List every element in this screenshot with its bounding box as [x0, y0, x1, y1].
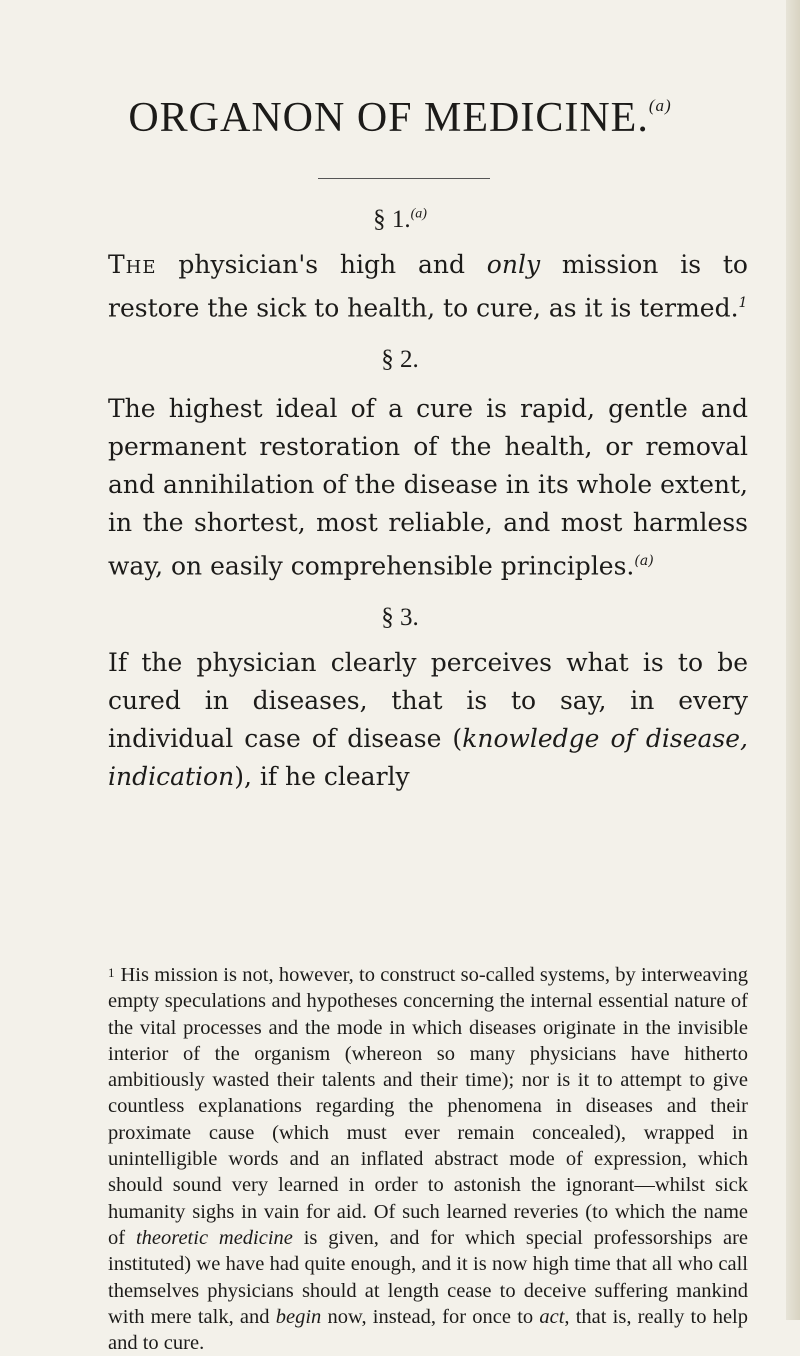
section-1-heading-mark: (a): [410, 206, 427, 222]
footnote-ref-1: 1: [738, 295, 748, 311]
section-1-paragraph: The physician's high and only mission is to restore the sick to health, to cure, as it is termed.$^1$: [108, 250, 748, 323]
title-divider: [318, 178, 490, 179]
footnote: 1 His mission is not, however, to construct so-called systems, by interweaving empty speculations and hypotheses concerning the internal essential nature of the vital processes and the mode in which diseases originate in the invisible interior of the organism (whereon so many physicians have hitherto ambitiously wasted their talents and their time); nor is it to attempt to give countless explanations regarding the phenomena in diseases and their proximate cause (which must ever remain concealed), wrapped in unintelligible words and an inflated abstract mode of expression, which should sound very learned in order to astonish the ignorant—whilst sick humanity sighs in vain for aid. Of such learned reveries (to which the name of theoretic medicine is given, and for which special professorships are instituted) we have had quite enough, and it is now high time that all who call themselves physicians should at length cease to deceive suffering mankind with mere talk, and begin now, instead, for once to act, that is, really to help and to cure.: [108, 964, 749, 1355]
page-title: [0, 94, 800, 142]
section-3-heading: § 3.: [381, 604, 419, 631]
section-3-paragraph: If the physician clearly perceives what is to be cured in diseases, that is to say, in every individual case of disease (knowledge of disease, indication), if he clearly: [108, 648, 748, 791]
footnote-ref-a: (a): [634, 553, 654, 569]
page-edge: [786, 0, 800, 1320]
title-footnote-mark: (a): [648, 96, 672, 116]
section-1-heading: § 1.$^{(a)}$: [373, 206, 427, 233]
section-2-heading: § 2.: [381, 346, 419, 373]
footnote-number: 1: [108, 965, 115, 980]
section-2-paragraph: The highest ideal of a cure is rapid, gentle and permanent restoration of the health, or removal and annihilation of the disease in its whole extent, in the shortest, most reliable, and most harmless way, on easily comprehensible principles.$^{(a)}$: [108, 394, 748, 581]
title-text: ORGANON OF MEDICINE.: [128, 95, 649, 142]
